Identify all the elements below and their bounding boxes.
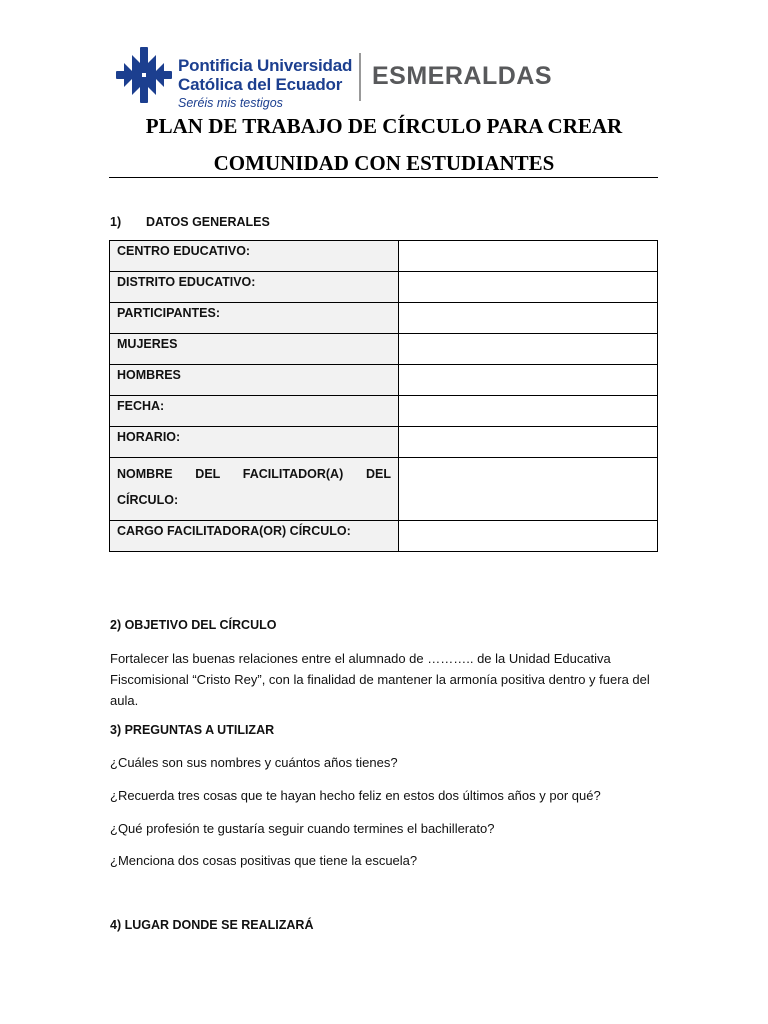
row-value-field[interactable] [399,241,658,272]
question-item: ¿Recuerda tres cosas que te hayan hecho feliz en estos dos últimos años y por qué? [110,788,601,803]
question-item: ¿Qué profesión te gustaría seguir cuando termines el bachillerato? [110,821,495,836]
row-value-field[interactable] [399,427,658,458]
document-title-line1: PLAN DE TRABAJO DE CÍRCULO PARA CREAR [145,114,623,138]
general-data-table [109,240,658,552]
table-row [110,303,658,334]
table-row [110,396,658,427]
section1-heading [110,215,270,229]
row-value-field[interactable] [399,458,658,521]
row-label: CENTRO EDUCATIVO: [110,241,399,272]
row-label: DISTRITO EDUCATIVO: [110,272,399,303]
table-row [110,458,658,521]
university-name-line1: Pontificia Universidad [178,56,353,75]
section1-number: 1) [110,215,122,229]
row-value-field[interactable] [399,272,658,303]
title-divider [109,177,658,178]
section1-title: DATOS GENERALES [146,215,270,229]
question-item: ¿Menciona dos cosas positivas que tiene la escuela? [110,853,418,868]
row-label: HORARIO: [110,427,399,458]
row-value-field[interactable] [399,365,658,396]
row-label [110,458,399,521]
row-label-line1: NOMBRE DEL FACILITADOR(A) DEL [117,467,391,481]
university-name-line2: Católica del Ecuador [178,75,343,94]
university-logo [114,45,554,110]
table-row [110,241,658,272]
table-row [110,334,658,365]
campus-name: ESMERALDAS [372,62,553,90]
document-title-line2: COMUNIDAD CON ESTUDIANTES [213,151,555,175]
row-label: HOMBRES [110,365,399,396]
row-label: PARTICIPANTES: [110,303,399,334]
table-row [110,365,658,396]
university-name [178,56,352,111]
row-label: CARGO FACILITADORA(OR) CÍRCULO: [110,521,399,552]
logo-divider [359,53,361,101]
table-row [110,272,658,303]
question-item: ¿Cuáles son sus nombres y cuántos años tienes? [110,755,398,770]
table-row [110,427,658,458]
university-motto: Seréis mis testigos [178,96,283,110]
section2-heading: 2) OBJETIVO DEL CÍRCULO [110,618,277,632]
row-label-line2: CÍRCULO: [117,493,179,507]
row-value-field[interactable] [399,303,658,334]
row-value-field[interactable] [399,334,658,365]
objective-paragraph: Fortalecer las buenas relaciones entre el alumnado de ……….. de la Unidad Educativa Fiscomisional “Cristo Rey”, con la finalidad de mantener la armonía positiva dentro y fuera del aula. [110,651,650,708]
table-row [110,521,658,552]
section3-heading: 3) PREGUNTAS A UTILIZAR [110,723,275,737]
section4-heading: 4) LUGAR DONDE SE REALIZARÁ [110,918,314,932]
row-value-field[interactable] [399,521,658,552]
row-label: MUJERES [110,334,399,365]
row-label: FECHA: [110,396,399,427]
row-value-field[interactable] [399,396,658,427]
cross-emblem-icon [114,45,174,105]
